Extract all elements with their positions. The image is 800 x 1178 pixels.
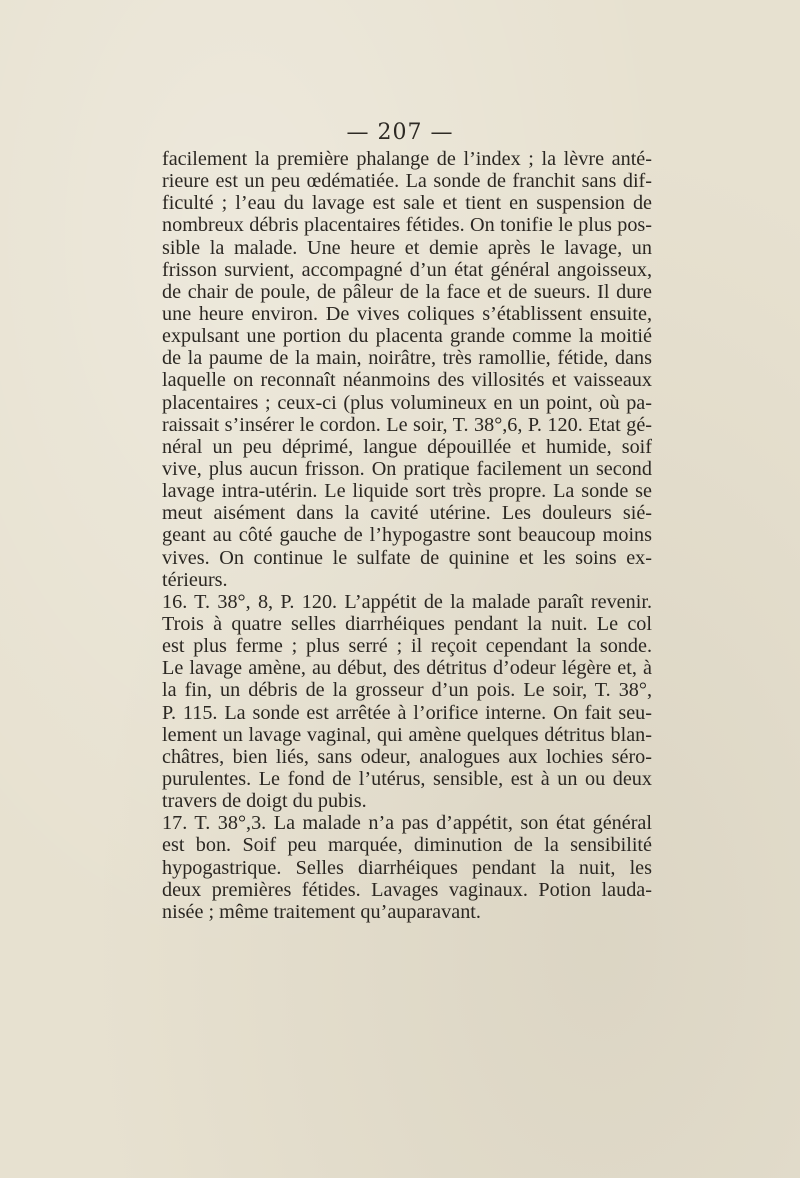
text-line: nombreux débris placentaires fétides. On tonifie le plus pos- [162,214,652,237]
text-line: frisson survient, accompagné d’un état général angoisseux, [162,258,652,281]
body-text [162,148,652,923]
text-line: P. 115. La sonde est arrêtée à l’orifice interne. On fait seu- [162,701,652,724]
text-line: purulentes. Le fond de l’utérus, sensible, est à un ou deux [162,767,652,790]
text-line: placentaires ; ceux-ci (plus volumineux en un point, où pa- [162,391,652,414]
text-line: de la paume de la main, noirâtre, très ramollie, fétide, dans [162,347,652,370]
text-line: geant au côté gauche de l’hypogastre sont beaucoup moins [162,524,652,547]
text-line: hypogastrique. Selles diarrhéiques pendant la nuit, les [162,856,652,879]
text-line: néral un peu déprimé, langue dépouillée et humide, soif [162,435,652,458]
text-line: vive, plus aucun frisson. On pratique facilement un second [162,457,652,480]
text-line: une heure environ. De vives coliques s’établissent ensuite, [162,302,652,325]
text-line: travers de doigt du pubis. [162,790,367,813]
page-number-header: — 207 — [346,120,454,145]
text-line: nisée ; même traitement qu’auparavant. [162,900,481,923]
text-line: 17. T. 38°,3. La malade n’a pas d’appétit, son état général [162,812,652,835]
text-line: expulsant une portion du placenta grande comme la moitié [162,325,652,348]
text-line: châtres, bien liés, sans odeur, analogues aux lochies séro- [162,745,652,768]
text-line: de chair de poule, de pâleur de la face et de sueurs. Il dure [162,280,652,303]
text-line: laquelle on reconnaît néanmoins des villosités et vaisseaux [162,369,652,392]
text-line: est plus ferme ; plus serré ; il reçoit cependant la sonde. [162,635,652,658]
text-line: Le lavage amène, au début, des détritus d’odeur légère et, à [162,657,652,680]
text-line: rieure est un peu œdématiée. La sonde de franchit sans dif- [162,170,652,193]
text-line: raissait s’insérer le cordon. Le soir, T. 38°,6, P. 120. Etat gé- [162,413,652,436]
text-line: ficulté ; l’eau du lavage est sale et tient en suspension de [162,192,652,215]
text-line: Trois à quatre selles diarrhéiques pendant la nuit. Le col [162,612,652,635]
text-line: lement un lavage vaginal, qui amène quelques détritus blan- [162,723,652,746]
text-line: la fin, un débris de la grosseur d’un pois. Le soir, T. 38°, [162,679,652,702]
text-line: sible la malade. Une heure et demie après le lavage, un [162,236,652,259]
text-line: vives. On continue le sulfate de quinine et les soins ex- [162,546,652,569]
text-line: lavage intra-utérin. Le liquide sort très propre. La sonde se [162,480,652,503]
text-line: deux premières fétides. Lavages vaginaux. Potion lauda- [162,878,652,901]
text-line: térieurs. [162,568,228,591]
text-line: 16. T. 38°, 8, P. 120. L’appétit de la malade paraît revenir. [162,590,652,613]
text-line: facilement la première phalange de l’index ; la lèvre anté- [162,148,652,170]
text-line: meut aisément dans la cavité utérine. Les douleurs sié- [162,502,652,525]
text-line: est bon. Soif peu marquée, diminution de la sensibilité [162,834,652,857]
